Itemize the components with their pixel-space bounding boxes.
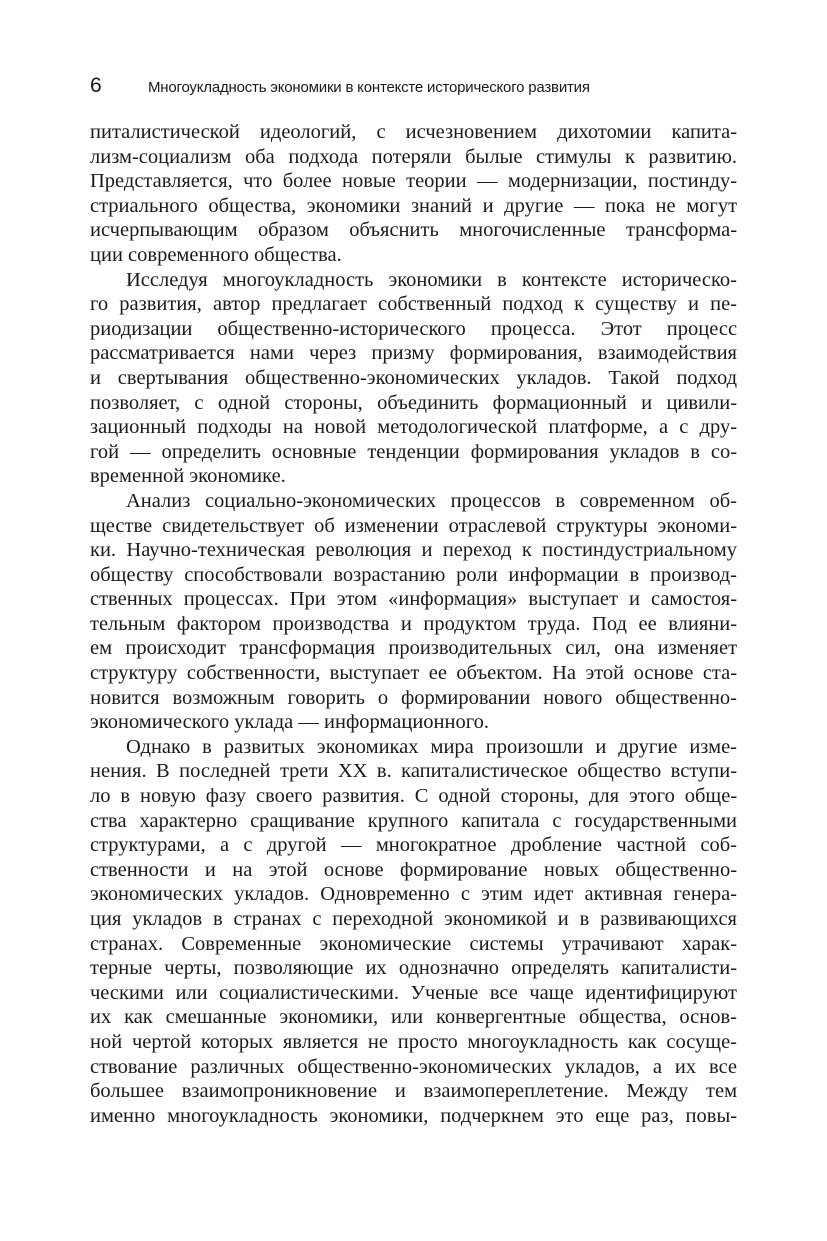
- text-line: их как смешанные экономики, или конвергентные общества, основ-: [90, 1006, 737, 1029]
- text-line: ки. Научно-техническая революция и переход к постиндустриальному: [90, 539, 737, 562]
- text-line: лизм-социализм оба подхода потеряли былые стимулы к развитию.: [90, 145, 737, 168]
- text-line: риодизации общественно-исторического процесса. Этот процесс: [90, 317, 737, 340]
- text-line: го развития, автор предлагает собственный подход к существу и пе-: [90, 293, 737, 316]
- text-line: странах. Современные экономические системы утрачивают харак-: [90, 932, 737, 955]
- text-line: стриального общества, экономики знаний и другие — пока не могут: [90, 194, 737, 217]
- text-line: зационный подходы на новой методологической платформе, а с дру-: [90, 416, 737, 439]
- text-line: временной экономике.: [90, 465, 286, 488]
- page-number: 6: [90, 74, 102, 97]
- text-line: ло в новую фазу своего развития. С одной стороны, для этого обще-: [90, 785, 737, 808]
- paragraph-4: [90, 735, 737, 1129]
- text-line: ства характерно сращивание крупного капитала с государственными: [90, 809, 737, 832]
- text-line: ной чертой которых является не просто многоукладность как сосуще-: [90, 1030, 737, 1053]
- text-line: именно многоукладность экономики, подчеркнем это еще раз, повы-: [90, 1104, 737, 1127]
- text-line: тельным фактором производства и продуктом труда. Под ее влияни-: [90, 612, 737, 635]
- text-line: ции современного общества.: [90, 243, 342, 266]
- paragraph-3: [90, 489, 737, 735]
- text-line: структуру собственности, выступает ее объектом. На этой основе ста-: [90, 662, 737, 685]
- text-line: терные черты, позволяющие их однозначно определять капиталисти-: [90, 957, 737, 980]
- text-line: позволяет, с одной стороны, объединить формационный и цивили-: [90, 391, 737, 414]
- text-line: новится возможным говорить о формировании нового общественно-: [90, 686, 737, 709]
- text-line: ствование различных общественно-экономических укладов, а их все: [90, 1055, 737, 1078]
- text-line: ществе свидетельствует об изменении отраслевой структуры экономи-: [90, 514, 737, 537]
- text-line: большее взаимопроникновение и взаимопереплетение. Между тем: [90, 1080, 737, 1103]
- text-line: экономических укладов. Одновременно с этим идет активная генера-: [90, 883, 737, 906]
- text-line: Исследуя многоукладность экономики в контексте историческо-: [126, 268, 737, 291]
- text-line: гой — определить основные тенденции формирования укладов в со-: [90, 440, 737, 463]
- text-line: исчерпывающим образом объяснить многочисленные трансформа-: [90, 219, 737, 242]
- running-title: Многоукладность экономики в контексте исторического развития: [148, 79, 590, 96]
- paragraph-2: [90, 268, 737, 489]
- running-head: [90, 74, 737, 100]
- text-line: ем происходит трансформация производительных сил, она изменяет: [90, 637, 737, 660]
- text-line: обществу способствовали возрастанию роли информации в производ-: [90, 563, 737, 586]
- text-line: ция укладов в странах с переходной экономикой и в развивающихся: [90, 908, 737, 930]
- body-text: [90, 120, 737, 1128]
- text-line: Однако в развитых экономиках мира произошли и другие изме-: [126, 735, 737, 758]
- text-line: ственных процессах. При этом «информация» выступает и самостоя-: [90, 588, 737, 611]
- text-line: ческими или социалистическими. Ученые все чаще идентифицируют: [90, 981, 737, 1004]
- paragraph-1: [90, 120, 737, 268]
- text-line: структурами, а с другой — многократное дробление частной соб-: [90, 834, 737, 857]
- text-line: Представляется, что более новые теории — модернизации, постинду-: [90, 170, 737, 193]
- text-line: питалистической идеологий, с исчезновением дихотомии капита-: [90, 121, 737, 143]
- text-line: и свертывания общественно-экономических укладов. Такой подход: [90, 366, 737, 389]
- text-line: ственности и на этой основе формирование новых общественно-: [90, 858, 737, 881]
- text-line: рассматривается нами через призму формирования, взаимодействия: [90, 342, 737, 365]
- text-line: Анализ социально-экономических процессов в современном об-: [126, 489, 737, 512]
- text-line: экономического уклада — информационного.: [90, 711, 490, 734]
- text-line: нения. В последней трети XX в. капиталистическое общество вступи-: [90, 760, 737, 783]
